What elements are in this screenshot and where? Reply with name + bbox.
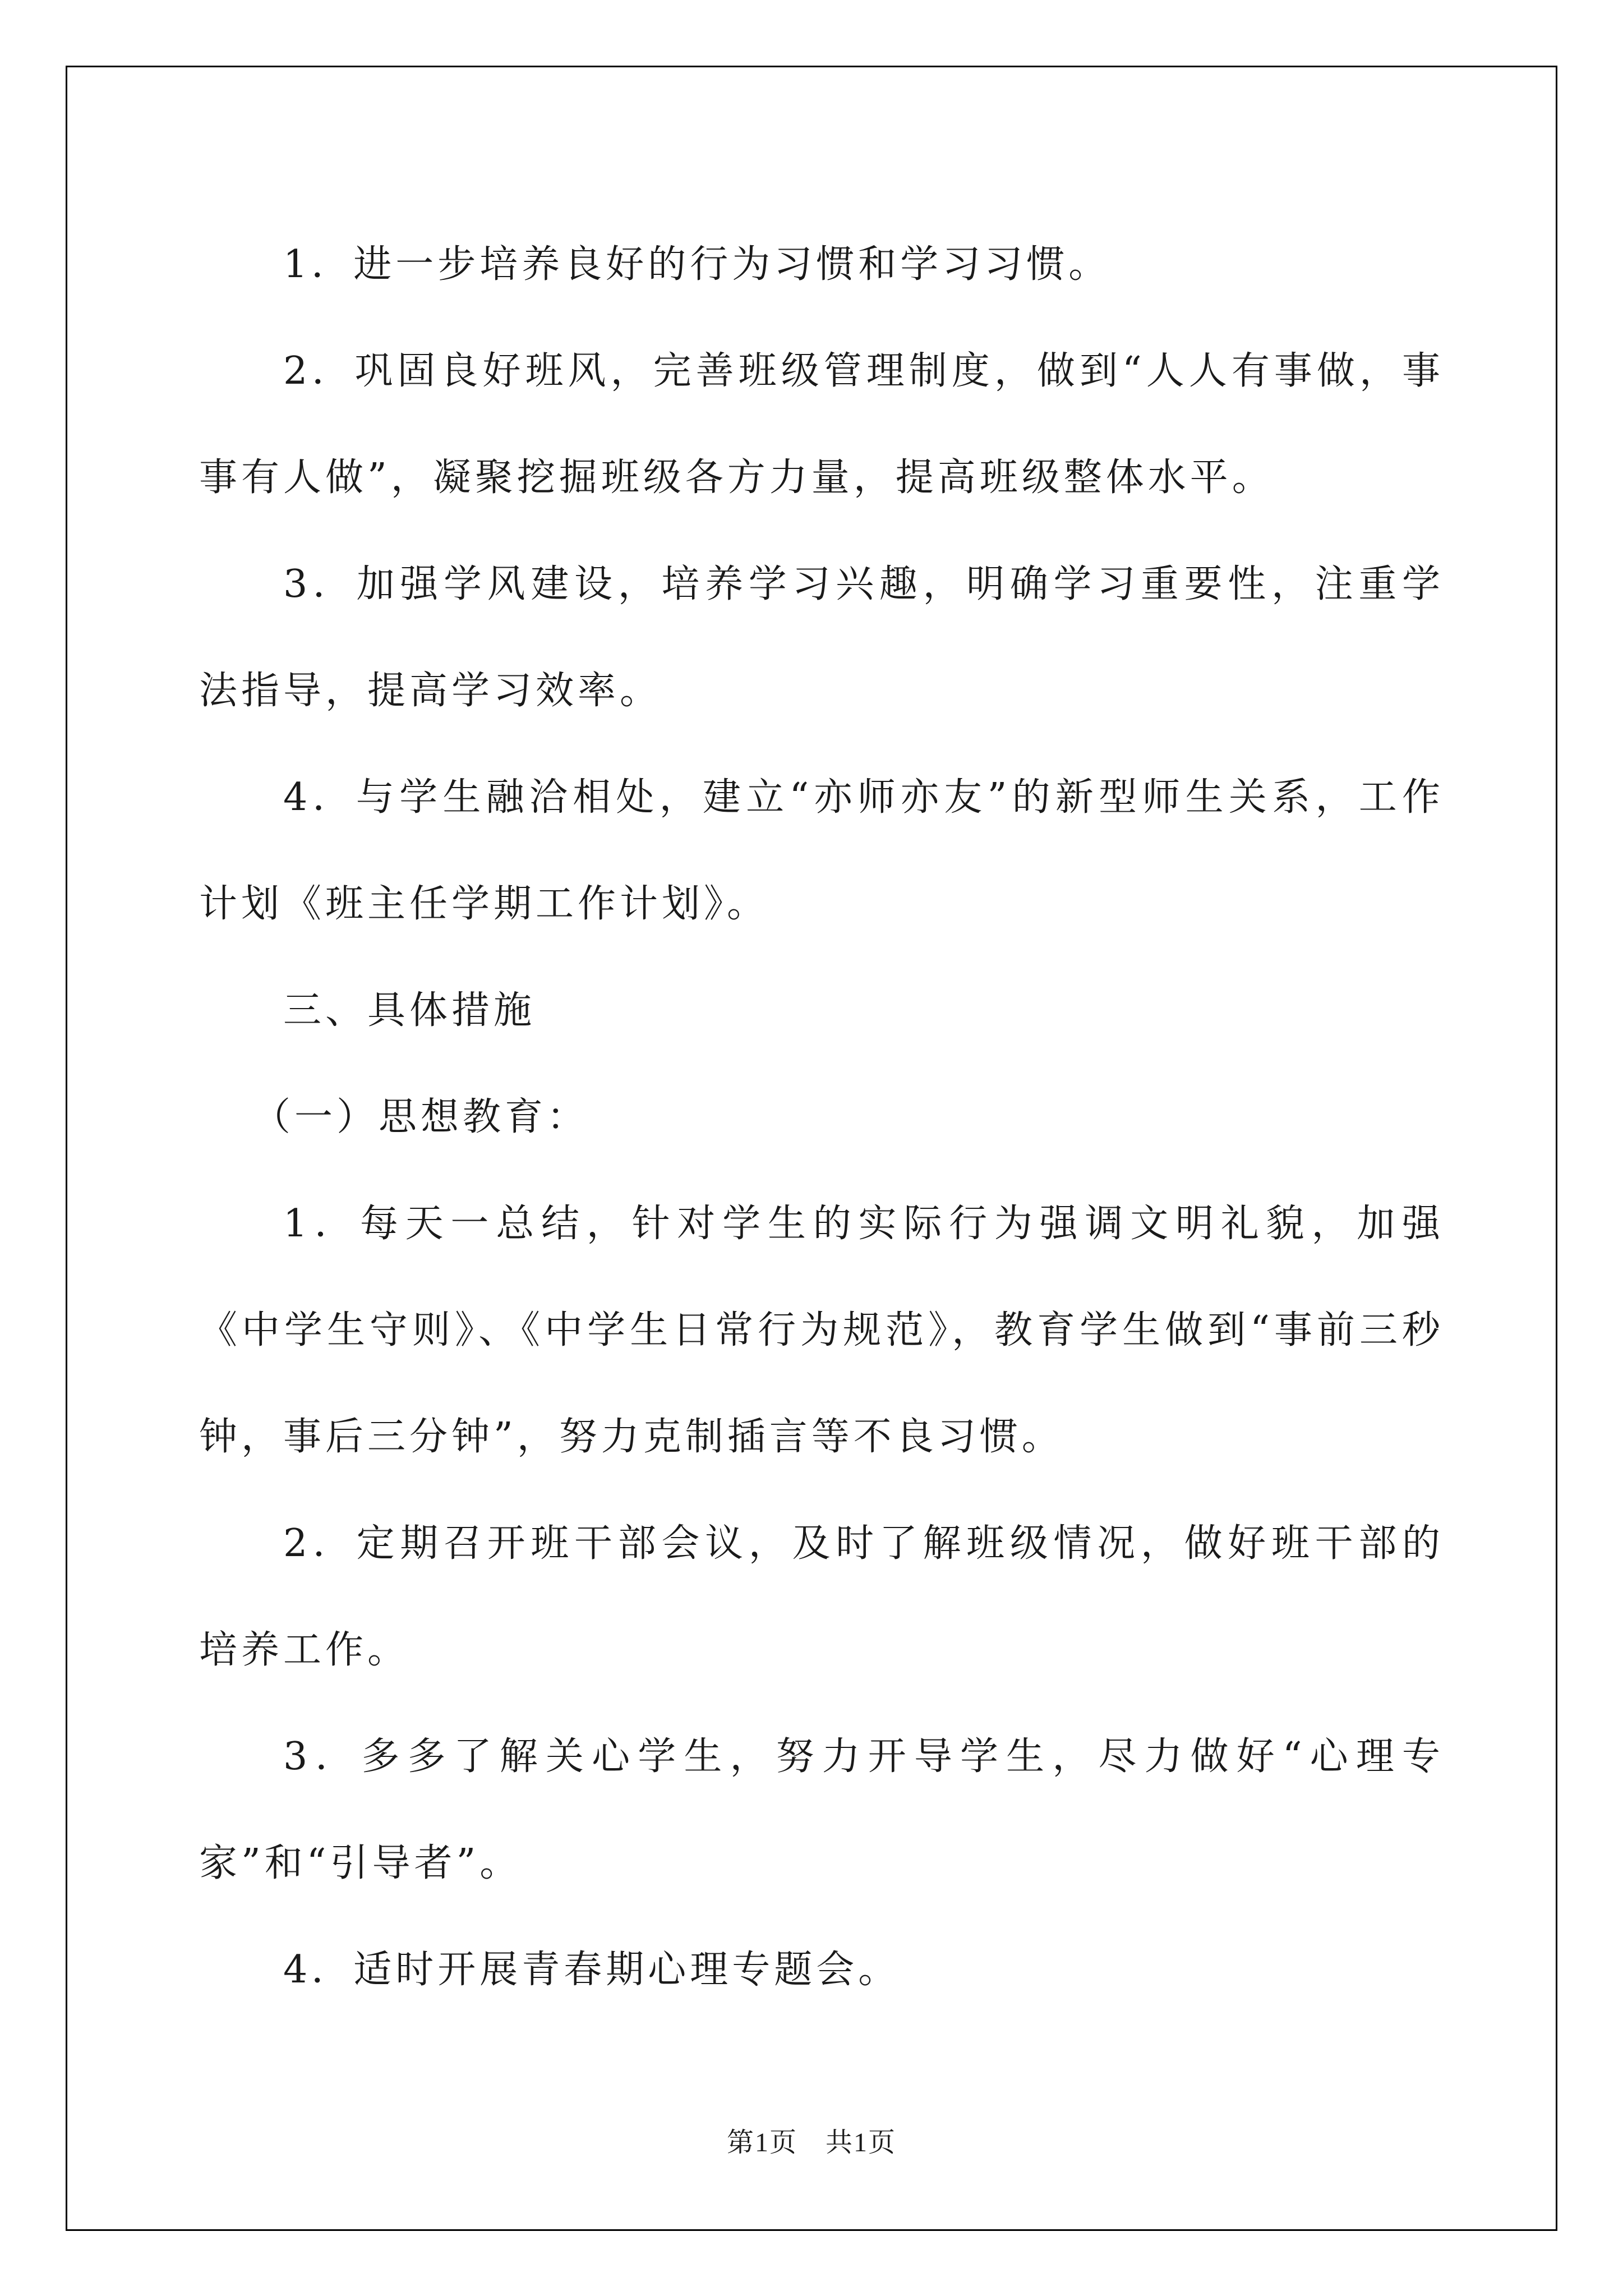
page-footer: 第1页 共1页 [726, 2128, 896, 2157]
section-heading-measures: 三、具体措施 [283, 988, 536, 1033]
document-body [199, 211, 1444, 2023]
measure-paragraph-2: 2．定期召开班干部会议，及时了解班级情况，做好班干部的培养工作。 [199, 1521, 1444, 1672]
goal-paragraph-1: 1．进一步培养良好的行为习惯和学习习惯。 [283, 242, 1111, 287]
goal-paragraph-2: 2．巩固良好班风，完善班级管理制度，做到“人人有事做，事事有人做”，凝聚挖掘班级各方力量，提高班级整体水平。 [199, 349, 1444, 500]
measure-paragraph-3: 3．多多了解关心学生，努力开导学生，尽力做好“心理专家”和“引导者”。 [199, 1734, 1444, 1885]
measure-paragraph-4: 4．适时开展青春期心理专题会。 [283, 1948, 901, 1992]
subsection-heading-ideology: （一）思想教育： [252, 1095, 589, 1139]
goal-paragraph-3: 3．加强学风建设，培养学习兴趣，明确学习重要性，注重学法指导，提高学习效率。 [199, 562, 1444, 713]
measure-paragraph-1: 1．每天一总结，针对学生的实际行为强调文明礼貌，加强《中学生守则》、《中学生日常行为规范》，教育学生做到“事前三秒钟，事后三分钟”，努力克制插言等不良习惯。 [199, 1202, 1444, 1459]
goal-paragraph-4: 4．与学生融洽相处，建立“亦师亦友”的新型师生关系，工作计划《班主任学期工作计划》。 [199, 775, 1444, 926]
